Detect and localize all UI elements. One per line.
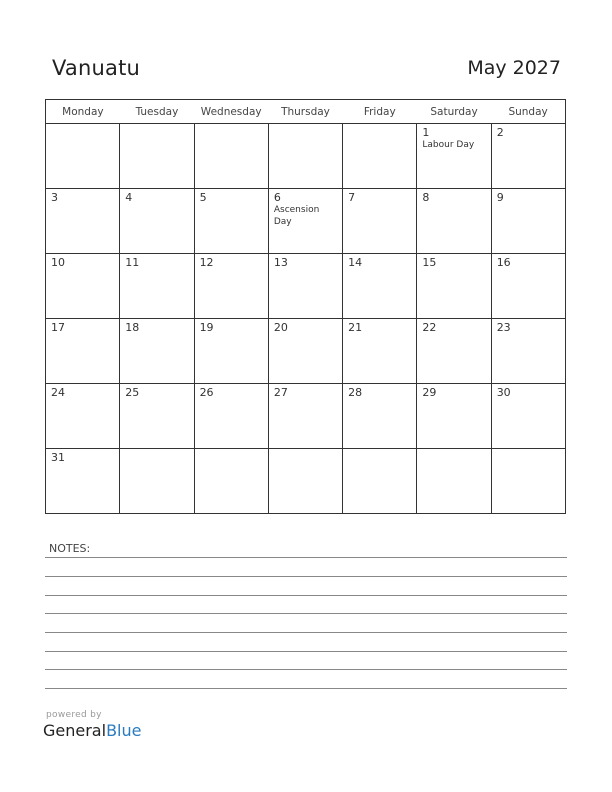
day-number: 31	[51, 451, 65, 464]
day-number: 11	[125, 256, 140, 269]
week-row	[46, 124, 566, 189]
holiday-label: Labour Day	[422, 140, 475, 150]
notes-label: NOTES:	[49, 542, 91, 555]
day-cell	[268, 449, 342, 514]
day-cell	[491, 384, 565, 449]
day-cell	[120, 384, 194, 449]
day-cell	[46, 449, 120, 514]
day-number: 3	[51, 191, 58, 204]
day-number: 17	[51, 321, 65, 334]
week-row	[46, 319, 566, 384]
day-cell	[268, 124, 342, 189]
day-number: 5	[199, 191, 207, 204]
day-cell	[120, 449, 194, 514]
note-line	[45, 669, 567, 670]
day-cell	[343, 384, 417, 449]
day-cell	[343, 254, 417, 319]
day-cell	[268, 319, 342, 384]
week-row	[46, 189, 566, 254]
day-cell	[46, 319, 120, 384]
day-number: 6	[273, 191, 281, 204]
day-cell	[343, 449, 417, 514]
weekday-header: Tuesday	[120, 100, 194, 124]
day-cell	[46, 384, 120, 449]
day-number: 8	[422, 191, 430, 204]
day-number: 10	[51, 256, 65, 269]
day-number: 23	[496, 321, 511, 334]
day-number: 25	[125, 386, 140, 399]
holiday-label: Ascension Day	[273, 205, 320, 227]
weekday-header: Sunday	[491, 100, 565, 124]
day-number: 24	[51, 386, 65, 399]
day-number: 14	[348, 256, 363, 269]
day-number: 30	[496, 386, 511, 399]
day-cell	[343, 124, 417, 189]
day-cell	[46, 189, 120, 254]
day-number: 13	[273, 256, 288, 269]
calendar-grid	[45, 99, 566, 514]
day-number: 27	[273, 386, 288, 399]
day-cell	[491, 254, 565, 319]
country-title: Vanuatu	[52, 56, 141, 80]
day-number: 1	[422, 126, 430, 139]
day-cell	[194, 189, 268, 254]
day-cell	[343, 319, 417, 384]
day-cell	[194, 449, 268, 514]
day-cell	[417, 449, 491, 514]
day-number: 26	[199, 386, 214, 399]
generalblue-logo[interactable]	[43, 721, 141, 740]
month-year-title: May 2027	[467, 57, 561, 79]
weekday-header-row	[46, 100, 566, 124]
day-cell	[46, 254, 120, 319]
weekday-header: Saturday	[417, 100, 491, 124]
note-line	[45, 557, 567, 558]
day-number: 18	[125, 321, 140, 334]
day-cell	[417, 124, 491, 189]
day-cell	[268, 254, 342, 319]
day-cell	[194, 124, 268, 189]
day-number: 16	[496, 256, 511, 269]
day-cell	[268, 384, 342, 449]
day-cell	[120, 254, 194, 319]
day-number: 22	[422, 321, 437, 334]
day-cell	[491, 449, 565, 514]
note-line	[45, 651, 567, 652]
week-row	[46, 449, 566, 514]
day-number: 2	[496, 126, 504, 139]
day-cell	[194, 319, 268, 384]
day-cell	[268, 189, 342, 254]
day-number: 9	[496, 191, 504, 204]
powered-by-text: powered by	[46, 710, 102, 720]
weekday-header: Wednesday	[194, 100, 268, 124]
day-number: 21	[348, 321, 363, 334]
week-row	[46, 384, 566, 449]
day-cell	[120, 319, 194, 384]
day-cell	[491, 319, 565, 384]
note-line	[45, 595, 567, 596]
week-row	[46, 254, 566, 319]
note-line	[45, 688, 567, 689]
note-line	[45, 632, 567, 633]
day-number: 19	[199, 321, 214, 334]
day-cell	[120, 189, 194, 254]
brand-blue: Blue	[106, 721, 142, 740]
day-cell	[491, 189, 565, 254]
day-cell	[491, 124, 565, 189]
brand-general: General	[43, 721, 107, 740]
weekday-header: Friday	[343, 100, 417, 124]
day-cell	[194, 254, 268, 319]
day-number: 29	[422, 386, 437, 399]
note-line	[45, 576, 567, 577]
day-cell	[417, 254, 491, 319]
day-cell	[343, 189, 417, 254]
day-number: 15	[422, 256, 437, 269]
day-number: 12	[199, 256, 214, 269]
weekday-header: Thursday	[268, 100, 342, 124]
day-number: 7	[348, 191, 356, 204]
day-number: 20	[273, 321, 288, 334]
day-cell	[417, 384, 491, 449]
note-line	[45, 613, 567, 614]
day-cell	[194, 384, 268, 449]
day-cell	[417, 189, 491, 254]
weekday-header: Monday	[46, 100, 120, 124]
day-number: 28	[348, 386, 363, 399]
day-number: 4	[125, 191, 133, 204]
day-cell	[46, 124, 120, 189]
day-cell	[120, 124, 194, 189]
day-cell	[417, 319, 491, 384]
